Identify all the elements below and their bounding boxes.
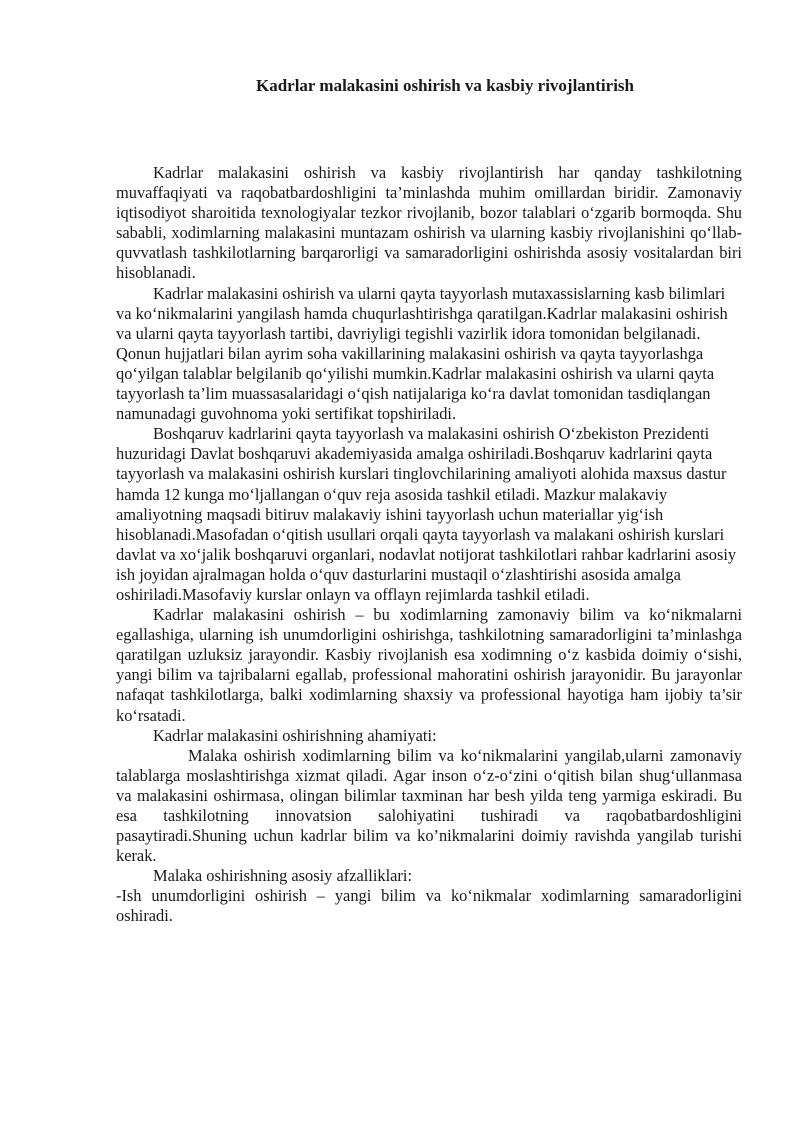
paragraph-advantages-heading: Malaka oshirishning asosiy afzalliklari: [153, 866, 413, 886]
paragraph-intro: Kadrlar malakasini oshirish va kasbiy rivojlantirish har qanday tashkilotning muvaffaqiyati va raqobatbardoshligini ta’minlashda muhim omillardan biridir. Zamonaviy iqtisodiyot sharoitida texnologiyalar tezkor rivojlanib, bozor talablari o‘zgarib bormoqda. Shu sababli, xodimlarning malakasini muntazam oshirish va ularning kasbiy rivojlanishini qo‘llab-quvvatlash tashkilotlarning barqarorligi va samaradorligini oshirishda asosiy vositalardan biri hisoblanadi. [116, 163, 742, 283]
paragraph-management-training: Boshqaruv kadrlarini qayta tayyorlash va malakasini oshirish O‘zbekiston Prezidenti huzuridagi Davlat boshqaruvi akademiyasida amalga oshiriladi.Boshqaruv kadrlarini qayta tayyorlash va malakasini oshirish kurslari tinglovchilarining amaliyoti alohida maxsus dastur hamda 12 kunga mo‘ljallangan o‘quv reja asosida tashkil etiladi. Mazkur malakaviy amaliyotning maqsadi bitiruv malakaviy ishini tayyorlash uchun materiallar yig‘ish hisoblanadi.Masofadan o‘qitish usullari orqali qayta tayyorlash va malakani oshirish kurslari davlat va xo‘jalik boshqaruvi organlari, nodavlat notijorat tashkilotlari rahbar kadrlarini asosiy ish joyidan ajralmagan holda o‘quv dasturlarini mustaqil o‘zlashtirishi asosida amalga oshiriladi.Masofaviy kurslar onlayn va offlayn rejimlarda tashkil etiladi. [116, 424, 737, 604]
paragraph-definition: Kadrlar malakasini oshirish – bu xodimlarning zamonaviy bilim va ko‘nikmalarni egallashiga, ularning ish unumdorligini oshirishga, tashkilotning samaradorligini ta’minlashga qaratilgan uzluksiz jarayondir. Kasbiy rivojlanish esa xodimning o‘z kasbida doimiy o‘sishi, yangi bilim va tajribalarni egallab, professional mahoratini oshirish jarayonidir. Bu jarayonlar nafaqat tashkilotlarga, balki xodimlarning shaxsiy va professional hayotiga ham ijobiy ta’sir ko‘rsatadi. [116, 605, 742, 725]
paragraph-importance-heading: Kadrlar malakasini oshirishning ahamiyati: [153, 725, 437, 745]
paragraph-retraining: Kadrlar malakasini oshirish va ularni qayta tayyorlash mutaxassislarning kasb bilimlari va ko‘nikmalarini yangilash hamda chuqurlashtirishga qaratilgan.Kadrlar malakasini oshirish va ularni qayta tayyorlash tartibi, davriyligi tegishli vazirlik idora tomonidan belgilanadi. Qonun hujjatlari bilan ayrim soha vakillarining malakasini oshirish va qayta tayyorlashga qo‘yilgan talablar belgilanib qo‘yilishi mumkin.Kadrlar malakasini oshirish va ularni qayta tayyorlash ta’lim muassasalaridagi o‘qish natijalariga ko‘ra davlat tomonidan tasdiqlangan namunadagi guvohnoma yoki sertifikat topshiriladi. [116, 283, 728, 424]
paragraph-importance: Malaka oshirish xodimlarning bilim va ko‘nikmalarini yangilab,ularni zamonaviy talablarga moslashtirishga xizmat qiladi. Agar inson o‘z-o‘zini o‘qitish bilan shug‘ullanmasa va malakasini oshirmasa, olingan bilimlar taxminan har besh yilda teng yarmiga eskiradi. Bu esa tashkilotning innovatsion salohiyatini tushiradi va raqobatbardoshligini pasaytiradi.Shuning uchun kadrlar bilim va ko’nikmalarini doimiy ravishda yangilab turishi kerak. [116, 745, 742, 866]
document-title: Kadrlar malakasini oshirish va kasbiy rivojlantirish [255, 76, 634, 95]
paragraph-advantage-item: -Ish unumdorligini oshirish – yangi bilim va ko‘nikmalar xodimlarning samaradorligini oshiradi. [116, 886, 742, 926]
document-body [116, 163, 742, 927]
